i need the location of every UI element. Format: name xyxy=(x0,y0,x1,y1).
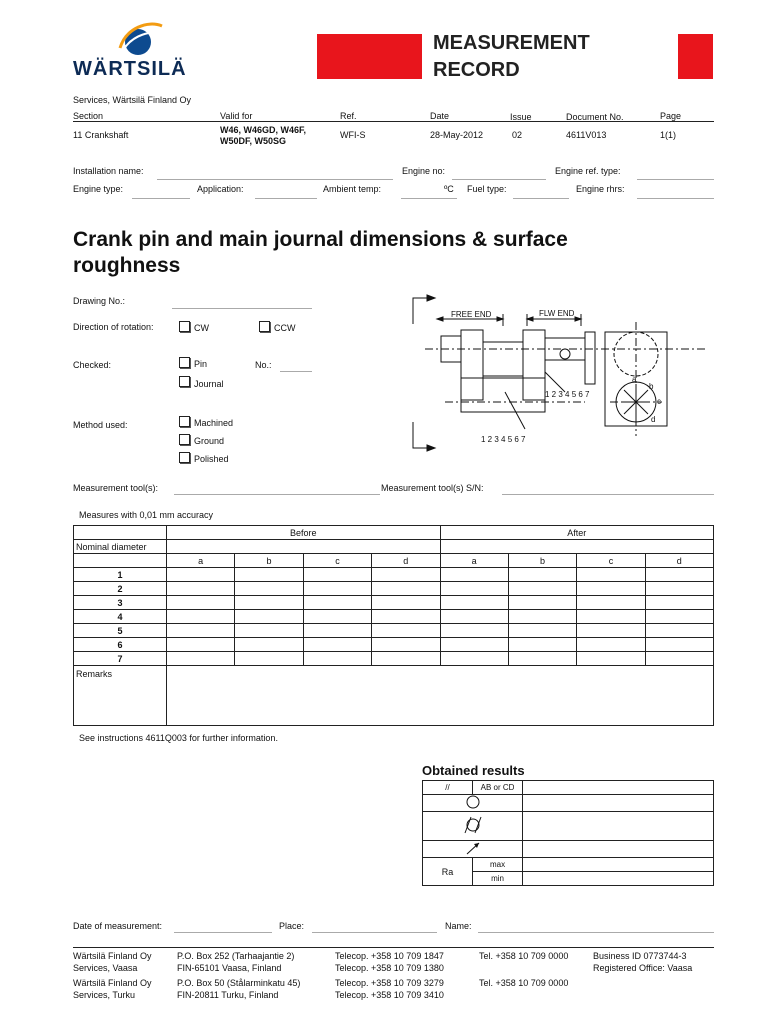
footer-divider xyxy=(73,947,714,948)
measurement-cell[interactable] xyxy=(235,624,303,638)
measurement-cell[interactable] xyxy=(303,652,371,666)
name-label: Name: xyxy=(445,921,472,931)
results-table xyxy=(422,780,714,886)
label-date: Date xyxy=(430,111,450,121)
footer-text: P.O. Box 252 (Tarhaajantie 2) xyxy=(177,951,295,961)
ra-label: Ra xyxy=(423,858,473,886)
measurement-cell[interactable] xyxy=(167,568,235,582)
measurement-cell[interactable] xyxy=(645,610,713,624)
numbers-upper: 1 2 3 4 5 6 7 xyxy=(545,390,590,399)
point-a-label: a xyxy=(632,375,637,384)
place-label: Place: xyxy=(279,921,305,931)
row-number: 6 xyxy=(74,638,167,652)
table-row xyxy=(74,540,714,554)
row-number: 3 xyxy=(74,596,167,610)
temp-unit: ºC xyxy=(444,184,454,194)
measurement-cell[interactable] xyxy=(645,638,713,652)
circularity-icon xyxy=(423,795,523,812)
measurement-cell[interactable] xyxy=(577,652,645,666)
result-cell[interactable] xyxy=(523,795,714,812)
column-header: d xyxy=(372,554,440,568)
measurement-cell[interactable] xyxy=(440,596,508,610)
result-cell[interactable] xyxy=(523,812,714,841)
measurement-cell[interactable] xyxy=(577,624,645,638)
footer-text: Wärtsilä Finland Oy xyxy=(73,978,152,988)
name-field[interactable] xyxy=(478,932,714,933)
measurement-cell[interactable] xyxy=(508,596,576,610)
column-header: b xyxy=(235,554,303,568)
measurement-cell[interactable] xyxy=(577,638,645,652)
measurement-cell[interactable] xyxy=(167,652,235,666)
tool-field[interactable] xyxy=(174,494,380,495)
company-line: Services, Wärtsilä Finland Oy xyxy=(73,95,192,105)
measurement-cell[interactable] xyxy=(645,582,713,596)
measurement-cell[interactable] xyxy=(303,582,371,596)
measurement-cell[interactable] xyxy=(508,624,576,638)
value-ref: WFI-S xyxy=(340,130,366,140)
result-cell[interactable] xyxy=(523,841,714,858)
tool-label: Measurement tool(s): xyxy=(73,483,159,493)
measurement-table xyxy=(73,525,714,726)
document-title-2: roughness xyxy=(73,254,181,277)
min-label: min xyxy=(473,872,523,886)
drawing-no-field[interactable] xyxy=(172,308,312,309)
measurement-cell[interactable] xyxy=(235,652,303,666)
footer-text: Telecop. +358 10 709 1847 xyxy=(335,951,444,961)
measurement-cell[interactable] xyxy=(508,610,576,624)
engine-ref-type-label: Engine ref. type: xyxy=(555,166,621,176)
table-row xyxy=(74,582,714,596)
measurement-cell[interactable] xyxy=(508,582,576,596)
drawing-no-label: Drawing No.: xyxy=(73,296,126,306)
footer-text: Tel. +358 10 709 0000 xyxy=(479,951,569,961)
table-row xyxy=(74,554,714,568)
header-title-1: MEASUREMENT xyxy=(433,32,590,54)
measurement-cell[interactable] xyxy=(372,610,440,624)
engine-no-label: Engine no: xyxy=(402,166,446,176)
measurement-cell[interactable] xyxy=(235,596,303,610)
measurement-cell[interactable] xyxy=(577,568,645,582)
flw-end-label: FLW END xyxy=(539,309,575,318)
measurement-cell[interactable] xyxy=(167,624,235,638)
engine-type-field[interactable] xyxy=(132,198,190,199)
table-row xyxy=(74,624,714,638)
measurement-cell[interactable] xyxy=(303,610,371,624)
column-header: c xyxy=(577,554,645,568)
tool-sn-field[interactable] xyxy=(502,494,714,495)
label-section: Section xyxy=(73,111,104,121)
application-field[interactable] xyxy=(255,198,317,199)
footer-text: Services, Turku xyxy=(73,990,136,1000)
measurement-cell[interactable] xyxy=(235,638,303,652)
engine-rhrs-field[interactable] xyxy=(637,198,714,199)
cw-checkbox[interactable] xyxy=(179,321,190,332)
column-header: a xyxy=(440,554,508,568)
no-label: No.: xyxy=(255,360,272,370)
checked-label: Checked: xyxy=(73,360,112,370)
document-title-1: Crank pin and main journal dimensions & surface xyxy=(73,228,568,251)
measurement-cell[interactable] xyxy=(303,568,371,582)
measurement-cell[interactable] xyxy=(440,624,508,638)
tool-sn-label: Measurement tool(s) S/N: xyxy=(381,483,484,493)
measurement-cell[interactable] xyxy=(372,596,440,610)
table-row xyxy=(423,812,714,841)
result-cell[interactable] xyxy=(523,872,714,886)
remarks-label: Remarks xyxy=(74,666,167,726)
header-title-2: RECORD xyxy=(433,59,520,81)
footer-text: Business ID 0773744-3 xyxy=(593,951,687,961)
label-document-no: Document No. xyxy=(566,112,624,122)
measurement-cell[interactable] xyxy=(440,652,508,666)
nominal-label: Nominal diameter xyxy=(74,540,167,554)
parallel-symbol: // xyxy=(423,781,473,795)
measurement-cell[interactable] xyxy=(372,568,440,582)
red-bar-left xyxy=(317,34,422,79)
table-row xyxy=(74,666,714,726)
measurement-cell[interactable] xyxy=(577,610,645,624)
point-d-label: d xyxy=(651,415,656,424)
measurement-cell[interactable] xyxy=(303,596,371,610)
row-number: 7 xyxy=(74,652,167,666)
measurement-cell[interactable] xyxy=(645,624,713,638)
result-cell[interactable] xyxy=(523,781,714,795)
column-header: c xyxy=(303,554,371,568)
value-issue: 02 xyxy=(512,130,523,140)
measurement-cell[interactable] xyxy=(577,582,645,596)
ccw-checkbox[interactable] xyxy=(259,321,270,332)
fuel-type-label: Fuel type: xyxy=(467,184,507,194)
table-row xyxy=(423,781,714,795)
measurement-cell[interactable] xyxy=(167,638,235,652)
table-row xyxy=(74,638,714,652)
red-bar-right xyxy=(678,34,713,79)
footer-text: Services, Vaasa xyxy=(73,963,138,973)
footer-text: Telecop. +358 10 709 3410 xyxy=(335,990,444,1000)
value-document-no: 4611V013 xyxy=(566,130,607,140)
measurement-cell[interactable] xyxy=(508,652,576,666)
results-title: Obtained results xyxy=(422,763,525,778)
value-date: 28-May-2012 xyxy=(430,130,484,140)
table-row xyxy=(74,596,714,610)
no-field[interactable] xyxy=(280,371,312,372)
label-ref: Ref. xyxy=(340,111,357,121)
polished-label: Polished xyxy=(194,454,229,464)
table-row xyxy=(423,858,714,872)
ambient-temp-label: Ambient temp: xyxy=(323,184,382,194)
table-row xyxy=(74,526,714,540)
measurement-cell[interactable] xyxy=(508,638,576,652)
engine-type-label: Engine type: xyxy=(73,184,124,194)
value-section: 11 Crankshaft xyxy=(73,130,129,140)
measurement-cell[interactable] xyxy=(372,652,440,666)
logo-swoosh-icon xyxy=(114,18,166,62)
measurement-cell[interactable] xyxy=(372,638,440,652)
column-header: d xyxy=(645,554,713,568)
meta-divider xyxy=(73,121,714,122)
ab-cd-label: AB or CD xyxy=(473,781,523,795)
measurement-cell[interactable] xyxy=(235,610,303,624)
measurement-cell[interactable] xyxy=(303,624,371,638)
label-valid-for: Valid for xyxy=(220,111,253,121)
ground-label: Ground xyxy=(194,436,225,446)
footer-text: Registered Office: Vaasa xyxy=(593,963,693,973)
cw-label: CW xyxy=(194,323,209,333)
column-header: b xyxy=(508,554,576,568)
row-number: 2 xyxy=(74,582,167,596)
measurement-cell[interactable] xyxy=(645,596,713,610)
method-label: Method used: xyxy=(73,420,128,430)
machined-label: Machined xyxy=(194,418,234,428)
table-row xyxy=(74,568,714,582)
footer-text: Telecop. +358 10 709 1380 xyxy=(335,963,444,973)
result-cell[interactable] xyxy=(523,858,714,872)
point-c-label: c xyxy=(657,397,661,406)
measurement-cell[interactable] xyxy=(372,582,440,596)
value-page: 1(1) xyxy=(660,130,677,140)
measurement-cell[interactable] xyxy=(440,582,508,596)
label-issue: Issue xyxy=(510,112,532,122)
logo-wordmark: WÄRTSILÄ xyxy=(73,58,187,80)
nominal-before-cell[interactable] xyxy=(167,540,441,554)
footer-text: Telecop. +358 10 709 3279 xyxy=(335,978,444,988)
row-number: 5 xyxy=(74,624,167,638)
footer-text: FIN-20811 Turku, Finland xyxy=(177,990,279,1000)
column-header: a xyxy=(167,554,235,568)
value-valid-for-1: W46, W46GD, W46F, xyxy=(220,125,307,135)
measurement-cell[interactable] xyxy=(167,596,235,610)
value-valid-for-2: W50DF, W50SG xyxy=(220,136,287,146)
measurement-cell[interactable] xyxy=(645,652,713,666)
before-header: Before xyxy=(167,526,441,540)
cylindricity-icon xyxy=(423,812,523,841)
row-number: 4 xyxy=(74,610,167,624)
place-field[interactable] xyxy=(312,932,437,933)
after-header: After xyxy=(440,526,714,540)
date-measurement-field[interactable] xyxy=(174,932,272,933)
engine-ref-type-field[interactable] xyxy=(637,179,714,180)
numbers-lower: 1 2 3 4 5 6 7 xyxy=(481,435,526,444)
table-row xyxy=(423,795,714,812)
table-row xyxy=(423,841,714,858)
measurement-cell[interactable] xyxy=(440,610,508,624)
pin-label: Pin xyxy=(194,359,208,369)
footer-text: FIN-65101 Vaasa, Finland xyxy=(177,963,282,973)
footer-text: P.O. Box 50 (Stålarminkatu 45) xyxy=(177,978,301,988)
point-b-label: b xyxy=(649,382,654,391)
measurement-cell[interactable] xyxy=(303,638,371,652)
ground-checkbox[interactable] xyxy=(179,434,190,445)
measurement-cell[interactable] xyxy=(645,568,713,582)
journal-checkbox[interactable] xyxy=(179,376,190,387)
installation-name-field[interactable] xyxy=(157,179,393,180)
measurement-cell[interactable] xyxy=(167,610,235,624)
fuel-type-field[interactable] xyxy=(513,198,569,199)
max-label: max xyxy=(473,858,523,872)
application-label: Application: xyxy=(197,184,244,194)
engine-rhrs-label: Engine rhrs: xyxy=(576,184,625,194)
instructions-note: See instructions 4611Q003 for further information. xyxy=(79,733,278,743)
measurement-cell[interactable] xyxy=(167,582,235,596)
measurement-cell[interactable] xyxy=(577,596,645,610)
journal-label: Journal xyxy=(194,379,224,389)
measurement-cell[interactable] xyxy=(440,568,508,582)
table-row xyxy=(74,652,714,666)
ccw-label: CCW xyxy=(274,323,296,333)
installation-name-label: Installation name: xyxy=(73,166,144,176)
table-row xyxy=(74,610,714,624)
free-end-label: FREE END xyxy=(451,310,492,319)
runout-icon xyxy=(423,841,523,858)
polished-checkbox[interactable] xyxy=(179,452,190,463)
direction-label: Direction of rotation: xyxy=(73,322,154,332)
measurement-cell[interactable] xyxy=(372,624,440,638)
measurement-cell[interactable] xyxy=(508,568,576,582)
crankshaft-diagram xyxy=(405,294,705,454)
row-number: 1 xyxy=(74,568,167,582)
measurement-cell[interactable] xyxy=(440,638,508,652)
accuracy-note: Measures with 0,01 mm accuracy xyxy=(79,510,214,520)
footer-text: Tel. +358 10 709 0000 xyxy=(479,978,569,988)
pin-checkbox[interactable] xyxy=(179,357,190,368)
engine-no-field[interactable] xyxy=(452,179,546,180)
date-measurement-label: Date of measurement: xyxy=(73,921,163,931)
remarks-cell[interactable] xyxy=(167,666,714,726)
machined-checkbox[interactable] xyxy=(179,416,190,427)
footer-text: Wärtsilä Finland Oy xyxy=(73,951,152,961)
label-page: Page xyxy=(660,111,682,121)
measurement-cell[interactable] xyxy=(235,568,303,582)
nominal-after-cell[interactable] xyxy=(440,540,714,554)
ambient-temp-field[interactable] xyxy=(401,198,457,199)
measurement-cell[interactable] xyxy=(235,582,303,596)
